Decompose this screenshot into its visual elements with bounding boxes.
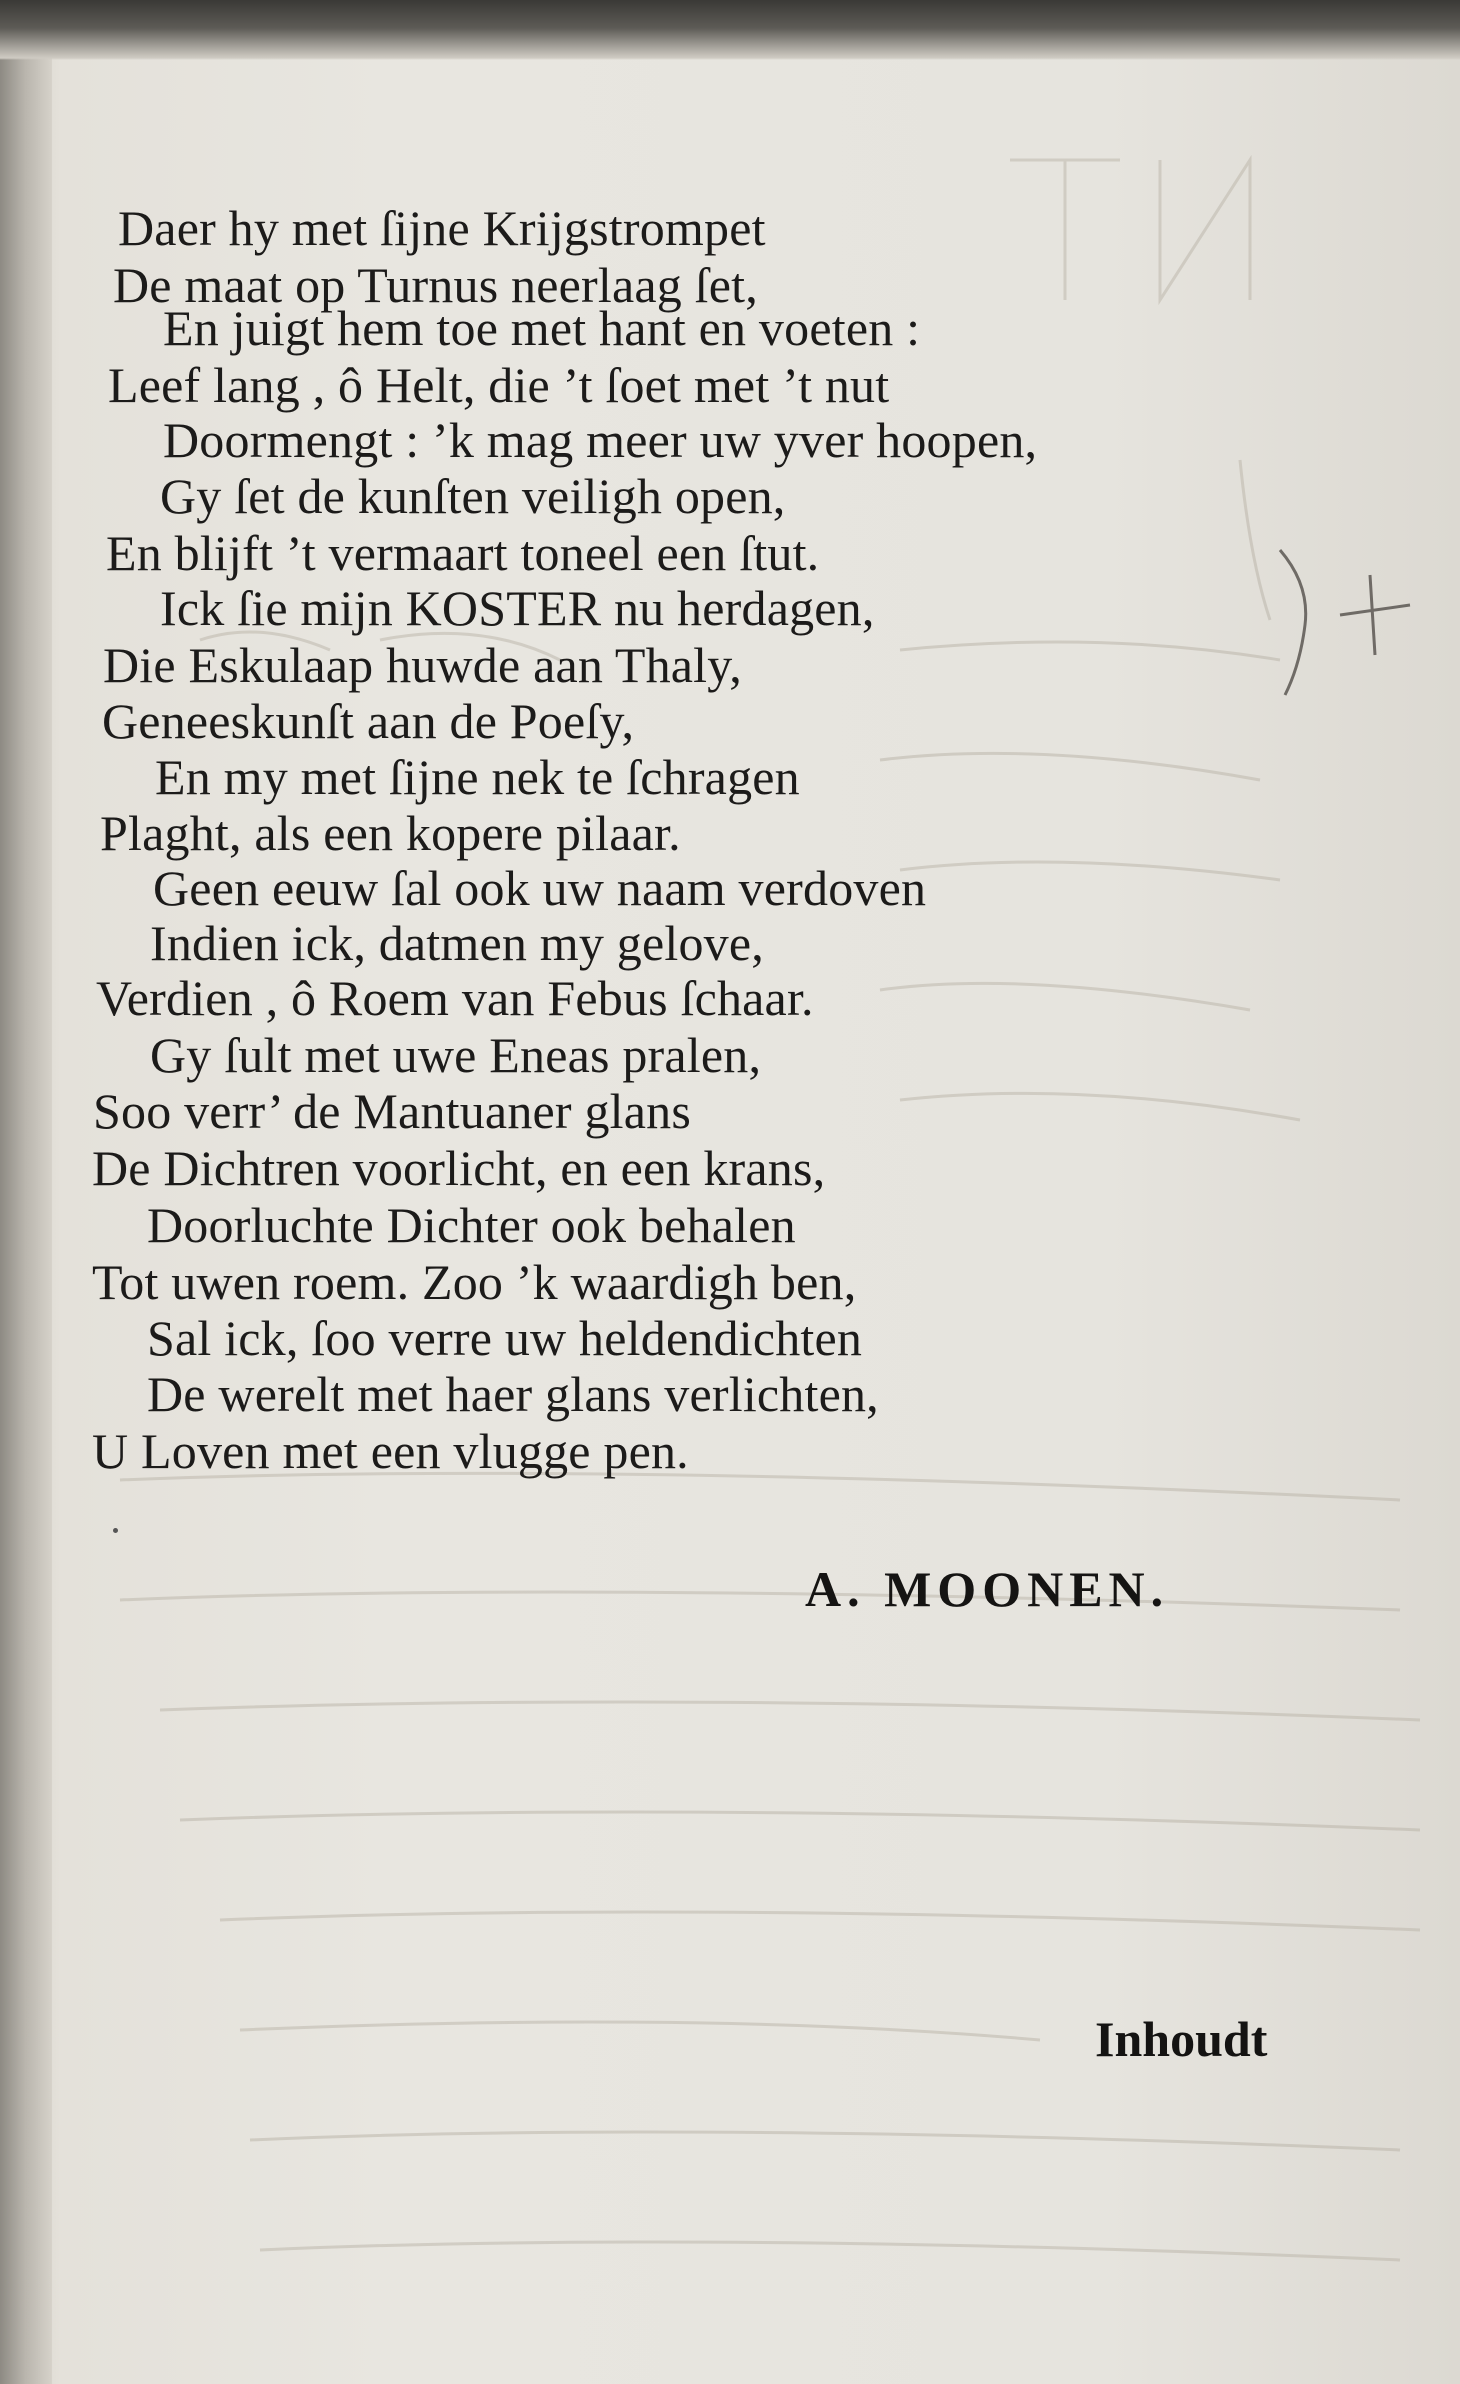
poem-line: Geen eeuw ſal ook uw naam verdoven (153, 860, 927, 916)
poem-line: De Dichtren voorlicht, en een krans, (92, 1140, 826, 1196)
author-signature: A. MOONEN. (805, 1561, 1170, 1617)
poem-line: Leef lang , ô Helt, die ’t ſoet met ’t nut (108, 357, 890, 413)
poem-line: En my met ſijne nek te ſchragen (155, 749, 800, 805)
poem-line: U Loven met een vlugge pen. (92, 1423, 689, 1479)
poem-line: Doorluchte Dichter ook behalen (147, 1197, 796, 1253)
poem-line: De werelt met haer glans verlichten, (147, 1366, 879, 1422)
poem-line: Plaght, als een kopere pilaar. (100, 805, 681, 861)
poem-line: Tot uwen roem. Zoo ’k waardigh ben, (92, 1254, 857, 1310)
poem-line: Daer hy met ſijne Krijgstrompet (118, 200, 766, 256)
poem-line: Doormengt : ’k mag meer uw yver hoopen, (163, 412, 1038, 468)
poem-line: En blijft ’t vermaart toneel een ſtut. (106, 525, 820, 581)
poem-line: Indien ick, datmen my gelove, (150, 915, 764, 971)
poem-line: Gy ſet de kunſten veiligh open, (160, 468, 786, 524)
poem-line: Sal ick, ſoo verre uw heldendichten (147, 1310, 863, 1366)
poem-line: Ick ſie mijn KOSTER nu herdagen, (160, 580, 875, 636)
catchword: Inhoudt (1095, 2011, 1268, 2067)
poem-line: Verdien , ô Roem van Febus ſchaar. (96, 970, 814, 1026)
poem-line: Gy ſult met uwe Eneas pralen, (150, 1027, 762, 1083)
poem-line: Soo verr’ de Mantuaner glans (93, 1083, 692, 1139)
poem-line: En juigt hem toe met hant en voeten : (163, 300, 921, 356)
ink-speck (113, 1528, 118, 1533)
poem-line: De maat op Turnus neerlaag ſet, (113, 257, 758, 313)
poem-line: Geneeskunſt aan de Poeſy, (102, 693, 635, 749)
poem-line: Die Eskulaap huwde aan Thaly, (103, 637, 742, 693)
